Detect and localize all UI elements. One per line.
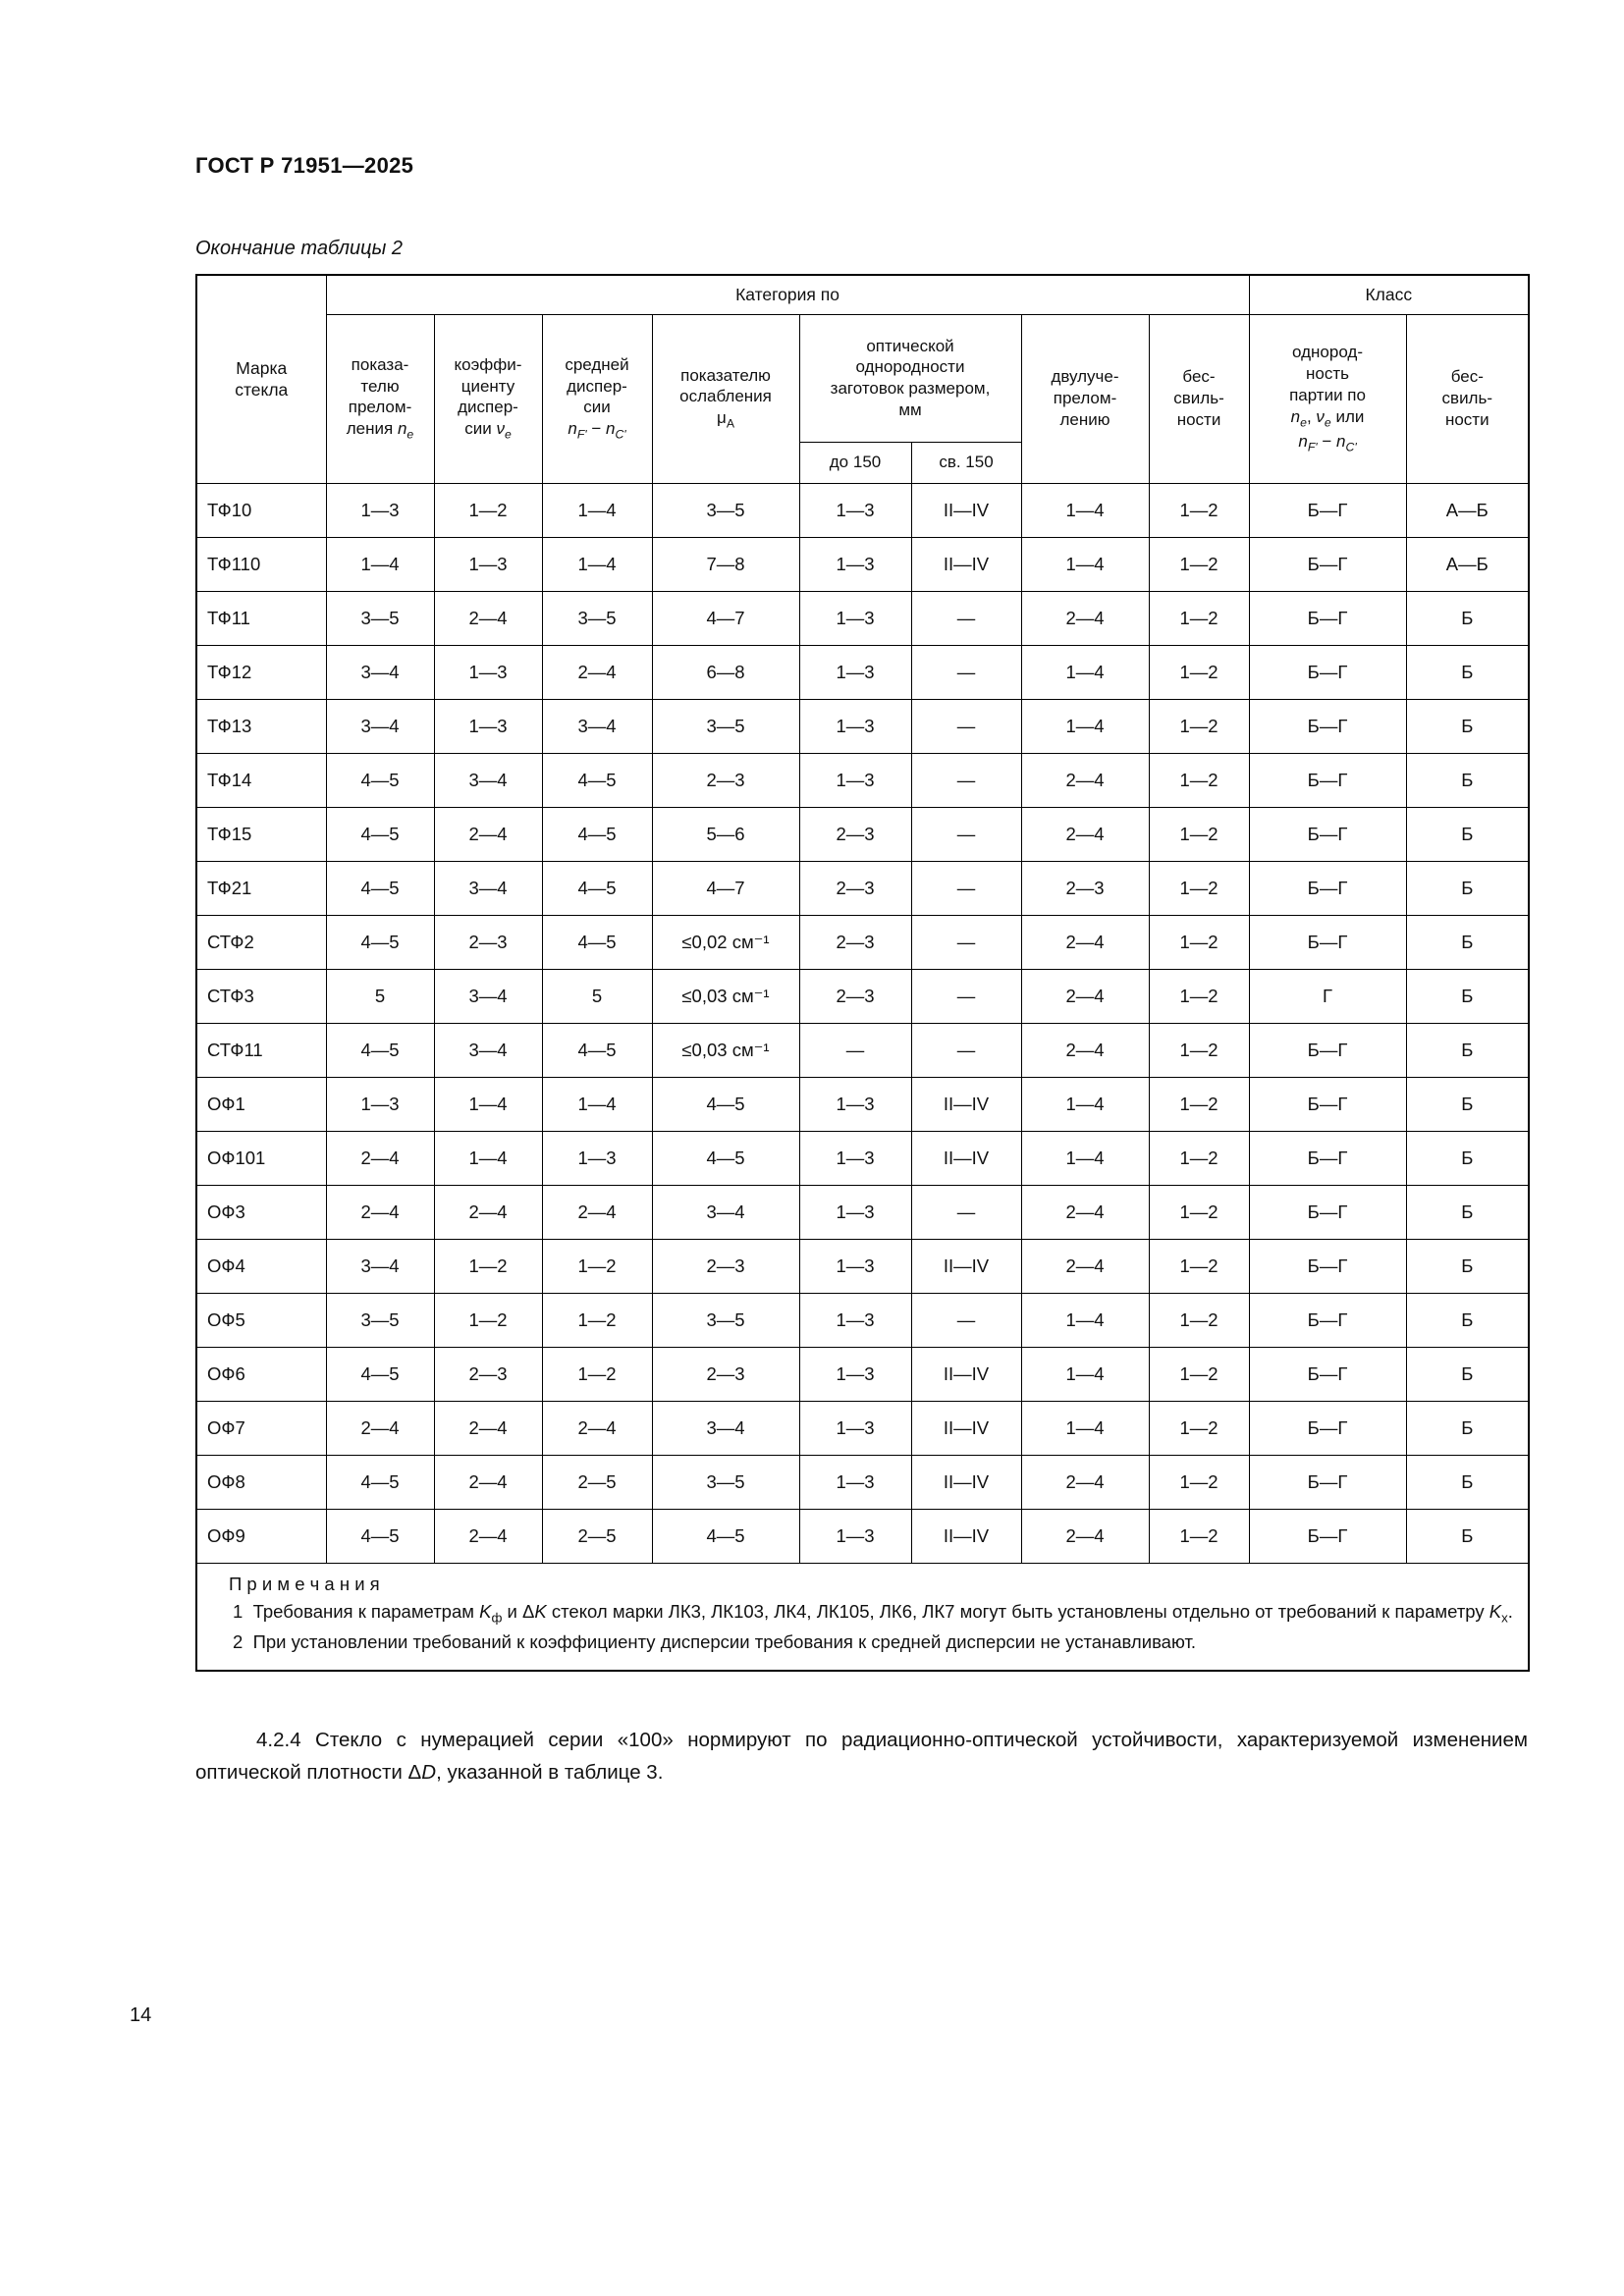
value-cell: 3—5 [652, 1293, 799, 1347]
value-cell: — [911, 1293, 1021, 1347]
glass-grade-cell: ОФ6 [196, 1347, 326, 1401]
value-cell: — [911, 1023, 1021, 1077]
value-cell: 3—4 [434, 861, 542, 915]
value-cell: — [911, 1185, 1021, 1239]
value-cell: 1—3 [799, 699, 911, 753]
value-cell: Б—Г [1249, 753, 1406, 807]
table-row [196, 537, 1529, 591]
table-caption: Окончание таблицы 2 [195, 238, 404, 259]
glass-grade-cell: ТФ11 [196, 591, 326, 645]
value-cell: — [911, 969, 1021, 1023]
table-row [196, 1347, 1529, 1401]
table-row [196, 861, 1529, 915]
value-cell: 2—4 [1021, 1455, 1149, 1509]
glass-grade-cell: ОФ8 [196, 1455, 326, 1509]
value-cell: 1—4 [1021, 1347, 1149, 1401]
value-cell: 1—2 [1149, 1077, 1249, 1131]
value-cell: Б—Г [1249, 1023, 1406, 1077]
value-cell: 2—3 [652, 753, 799, 807]
value-cell: 1—3 [799, 1131, 911, 1185]
table-row [196, 915, 1529, 969]
value-cell: 1—3 [326, 1077, 434, 1131]
value-cell: 1—2 [434, 1239, 542, 1293]
table-row [196, 1293, 1529, 1347]
col-header-optical-homogeneity: оптической однородности заготовок размером, мм [799, 314, 1021, 442]
value-cell: II—IV [911, 537, 1021, 591]
col-header-attenuation: показателю ослабления $\mu_А$ [652, 314, 799, 483]
glass-grade-cell: ТФ15 [196, 807, 326, 861]
value-cell: — [911, 699, 1021, 753]
header-row-main [196, 314, 1529, 442]
value-cell: Б—Г [1249, 1239, 1406, 1293]
glass-grade-cell: СТФ2 [196, 915, 326, 969]
value-cell: 1—4 [1021, 1131, 1149, 1185]
value-cell: 2—4 [434, 1455, 542, 1509]
table-row [196, 591, 1529, 645]
value-cell: 1—4 [542, 537, 652, 591]
value-cell: 2—4 [1021, 1509, 1149, 1563]
value-cell: 1—3 [542, 1131, 652, 1185]
value-cell: Б [1406, 1131, 1529, 1185]
notes-title: П р и м е ч а н и я [229, 1573, 380, 1594]
table-row [196, 645, 1529, 699]
value-cell: 5 [326, 969, 434, 1023]
glass-grade-cell: ОФ4 [196, 1239, 326, 1293]
value-cell: 3—4 [652, 1401, 799, 1455]
value-cell: 1—4 [1021, 483, 1149, 537]
value-cell: 1—4 [434, 1131, 542, 1185]
value-cell: Б [1406, 699, 1529, 753]
value-cell: Б [1406, 1023, 1529, 1077]
value-cell: 3—4 [326, 699, 434, 753]
value-cell: 4—7 [652, 591, 799, 645]
value-cell: 1—4 [1021, 1293, 1149, 1347]
value-cell: 4—5 [542, 861, 652, 915]
glass-grade-cell: ТФ110 [196, 537, 326, 591]
value-cell: Б—Г [1249, 1131, 1406, 1185]
value-cell: Б—Г [1249, 1509, 1406, 1563]
table-row [196, 969, 1529, 1023]
document-page [195, 153, 1528, 1789]
col-group-category: Категория по [326, 275, 1249, 314]
value-cell: 1—3 [434, 645, 542, 699]
value-cell: II—IV [911, 1077, 1021, 1131]
table-row [196, 1023, 1529, 1077]
value-cell: 1—4 [542, 1077, 652, 1131]
header-row-groups [196, 275, 1529, 314]
value-cell: 1—2 [1149, 969, 1249, 1023]
value-cell: 4—5 [652, 1077, 799, 1131]
value-cell: 2—4 [326, 1401, 434, 1455]
value-cell: 3—5 [652, 699, 799, 753]
table-row [196, 753, 1529, 807]
value-cell: 3—4 [652, 1185, 799, 1239]
glass-grade-cell: ОФ9 [196, 1509, 326, 1563]
value-cell: II—IV [911, 1239, 1021, 1293]
value-cell: 1—2 [1149, 699, 1249, 753]
value-cell: 4—5 [326, 915, 434, 969]
value-cell: 1—2 [1149, 861, 1249, 915]
value-cell: 4—7 [652, 861, 799, 915]
col-header-striae: бес- свиль- ности [1149, 314, 1249, 483]
glass-grade-cell: ТФ10 [196, 483, 326, 537]
value-cell: 1—4 [326, 537, 434, 591]
value-cell: 1—2 [434, 1293, 542, 1347]
value-cell: Б—Г [1249, 807, 1406, 861]
value-cell: 2—3 [434, 915, 542, 969]
value-cell: Г [1249, 969, 1406, 1023]
value-cell: II—IV [911, 1401, 1021, 1455]
col-header-class-homogeneity: однород- ность партии по $n_e$, $\nu_e$ или $n_{F'} - n_{C'}$ [1249, 314, 1406, 483]
value-cell: Б [1406, 1347, 1529, 1401]
value-cell: 4—5 [326, 753, 434, 807]
value-cell: 1—3 [434, 699, 542, 753]
value-cell: 2—4 [1021, 1185, 1149, 1239]
value-cell: 2—3 [1021, 861, 1149, 915]
value-cell: 3—4 [434, 969, 542, 1023]
value-cell: Б [1406, 1509, 1529, 1563]
value-cell: 2—4 [434, 1401, 542, 1455]
value-cell: 1—2 [1149, 807, 1249, 861]
value-cell: 3—5 [326, 1293, 434, 1347]
value-cell: — [911, 861, 1021, 915]
value-cell: 2—4 [326, 1131, 434, 1185]
value-cell: 1—2 [1149, 1185, 1249, 1239]
value-cell: 2—4 [1021, 915, 1149, 969]
col-header-class-striae: бес- свиль- ности [1406, 314, 1529, 483]
value-cell: 2—3 [434, 1347, 542, 1401]
col-header-refraction: показа- телю прелом- ления $n_e$ [326, 314, 434, 483]
value-cell: Б—Г [1249, 1401, 1406, 1455]
value-cell: 2—4 [1021, 591, 1149, 645]
col-header-birefringence: двулуче- прелом- лению [1021, 314, 1149, 483]
value-cell: 4—5 [542, 753, 652, 807]
glass-grade-cell: ОФ3 [196, 1185, 326, 1239]
value-cell: 4—5 [326, 1347, 434, 1401]
value-cell: Б [1406, 969, 1529, 1023]
value-cell: 4—5 [326, 1455, 434, 1509]
value-cell: 5 [542, 969, 652, 1023]
value-cell: 1—2 [1149, 1347, 1249, 1401]
value-cell: 5—6 [652, 807, 799, 861]
col-header-size-do-150: до 150 [799, 442, 911, 483]
glass-grade-cell: ОФ5 [196, 1293, 326, 1347]
value-cell: Б [1406, 861, 1529, 915]
value-cell: 2—5 [542, 1509, 652, 1563]
value-cell: 7—8 [652, 537, 799, 591]
value-cell: II—IV [911, 1131, 1021, 1185]
value-cell: 1—3 [799, 753, 911, 807]
value-cell: 1—3 [799, 1509, 911, 1563]
value-cell: 2—3 [799, 861, 911, 915]
value-cell: 2—4 [1021, 1023, 1149, 1077]
value-cell: 1—3 [799, 591, 911, 645]
value-cell: ≤0,03 см⁻¹ [652, 1023, 799, 1077]
value-cell: Б—Г [1249, 537, 1406, 591]
value-cell: 2—3 [652, 1239, 799, 1293]
value-cell: Б [1406, 1455, 1529, 1509]
value-cell: 2—4 [1021, 969, 1149, 1023]
col-header-glass-grade: Марка стекла [196, 275, 326, 483]
value-cell: 1—2 [1149, 1239, 1249, 1293]
value-cell: 4—5 [542, 1023, 652, 1077]
value-cell: Б—Г [1249, 861, 1406, 915]
notes-row [196, 1563, 1529, 1671]
value-cell: 2—4 [542, 645, 652, 699]
page-number: 14 [130, 2004, 152, 2026]
value-cell: Б [1406, 645, 1529, 699]
value-cell: Б [1406, 1185, 1529, 1239]
glass-grade-cell: ТФ13 [196, 699, 326, 753]
glass-grade-cell: ТФ21 [196, 861, 326, 915]
value-cell: 2—4 [1021, 753, 1149, 807]
value-cell: 1—3 [799, 1239, 911, 1293]
value-cell: ≤0,03 см⁻¹ [652, 969, 799, 1023]
glass-grade-cell: ТФ14 [196, 753, 326, 807]
table-row [196, 1131, 1529, 1185]
value-cell: 2—3 [652, 1347, 799, 1401]
note-2: 2 При установлении требований к коэффициенту дисперсии требования к средней дисперсии не устанавливают. [233, 1631, 1197, 1653]
value-cell: 4—5 [652, 1131, 799, 1185]
value-cell: II—IV [911, 483, 1021, 537]
value-cell: А—Б [1406, 537, 1529, 591]
value-cell: 2—4 [542, 1401, 652, 1455]
value-cell: 1—3 [799, 1401, 911, 1455]
value-cell: 1—3 [799, 1293, 911, 1347]
value-cell: Б [1406, 591, 1529, 645]
value-cell: 3—4 [434, 1023, 542, 1077]
value-cell: 3—5 [542, 591, 652, 645]
table-row [196, 807, 1529, 861]
value-cell: 1—2 [1149, 591, 1249, 645]
value-cell: Б—Г [1249, 591, 1406, 645]
col-group-class: Класс [1249, 275, 1529, 314]
glass-grade-cell: СТФ11 [196, 1023, 326, 1077]
value-cell: 1—2 [1149, 483, 1249, 537]
table-row [196, 1509, 1529, 1563]
value-cell: — [911, 645, 1021, 699]
value-cell: Б—Г [1249, 645, 1406, 699]
glass-grade-cell: ОФ101 [196, 1131, 326, 1185]
value-cell: 4—5 [326, 861, 434, 915]
value-cell: Б [1406, 1293, 1529, 1347]
value-cell: — [799, 1023, 911, 1077]
col-header-dispersion-coef: коэффи- циенту диспер- сии $\nu_e$ [434, 314, 542, 483]
value-cell: 1—3 [799, 537, 911, 591]
value-cell: 4—5 [542, 915, 652, 969]
value-cell: 1—2 [542, 1347, 652, 1401]
glass-grade-cell: СТФ3 [196, 969, 326, 1023]
value-cell: 4—5 [326, 1023, 434, 1077]
table-row [196, 1401, 1529, 1455]
value-cell: 1—2 [1149, 753, 1249, 807]
value-cell: 2—4 [1021, 1239, 1149, 1293]
value-cell: 1—2 [542, 1239, 652, 1293]
value-cell: — [911, 753, 1021, 807]
glass-grade-cell: ТФ12 [196, 645, 326, 699]
glass-categories-table [195, 274, 1530, 1672]
value-cell: 3—5 [652, 483, 799, 537]
value-cell: 2—4 [434, 591, 542, 645]
value-cell: 2—4 [434, 1185, 542, 1239]
value-cell: Б [1406, 915, 1529, 969]
table-row [196, 1455, 1529, 1509]
value-cell: 1—3 [799, 1455, 911, 1509]
value-cell: 1—2 [1149, 915, 1249, 969]
value-cell: 1—2 [1149, 1509, 1249, 1563]
value-cell: ≤0,02 см⁻¹ [652, 915, 799, 969]
value-cell: 1—3 [326, 483, 434, 537]
value-cell: 4—5 [326, 807, 434, 861]
value-cell: 2—4 [434, 1509, 542, 1563]
value-cell: 1—3 [434, 537, 542, 591]
value-cell: 3—5 [326, 591, 434, 645]
value-cell: 3—4 [434, 753, 542, 807]
value-cell: 2—5 [542, 1455, 652, 1509]
table-row [196, 1239, 1529, 1293]
value-cell: II—IV [911, 1455, 1021, 1509]
col-header-size-sv-150: св. 150 [911, 442, 1021, 483]
value-cell: 1—2 [1149, 1455, 1249, 1509]
value-cell: 1—3 [799, 483, 911, 537]
value-cell: 2—3 [799, 969, 911, 1023]
value-cell: 1—2 [542, 1293, 652, 1347]
value-cell: 3—5 [652, 1455, 799, 1509]
value-cell: 1—3 [799, 1347, 911, 1401]
note-1: 1 Требования к параметрам $K_ф$ и ΔK стекол марки ЛК3, ЛК103, ЛК4, ЛК105, ЛК6, ЛК7 могут быть установлены отдельно от требований к параметру $K_х$. [233, 1601, 1513, 1626]
value-cell: 2—4 [326, 1185, 434, 1239]
value-cell: II—IV [911, 1509, 1021, 1563]
value-cell: 4—5 [326, 1509, 434, 1563]
value-cell: — [911, 591, 1021, 645]
value-cell: 6—8 [652, 645, 799, 699]
value-cell: 2—3 [799, 915, 911, 969]
value-cell: 1—4 [1021, 537, 1149, 591]
value-cell: 1—2 [1149, 1131, 1249, 1185]
value-cell: Б [1406, 1239, 1529, 1293]
value-cell: 1—2 [434, 483, 542, 537]
value-cell: 2—4 [434, 807, 542, 861]
table-row [196, 483, 1529, 537]
value-cell: 1—3 [799, 1185, 911, 1239]
value-cell: 1—2 [1149, 537, 1249, 591]
value-cell: 2—4 [542, 1185, 652, 1239]
col-header-mean-dispersion: средней диспер- сии $n_{F'} - n_{C'}$ [542, 314, 652, 483]
value-cell: 1—3 [799, 645, 911, 699]
table-row [196, 699, 1529, 753]
value-cell: 3—4 [326, 1239, 434, 1293]
value-cell: Б—Г [1249, 915, 1406, 969]
value-cell: Б—Г [1249, 1185, 1406, 1239]
table-row [196, 1077, 1529, 1131]
value-cell: II—IV [911, 1347, 1021, 1401]
value-cell: 1—4 [434, 1077, 542, 1131]
value-cell: 2—3 [799, 807, 911, 861]
table-row [196, 1185, 1529, 1239]
value-cell: А—Б [1406, 483, 1529, 537]
value-cell: 3—4 [542, 699, 652, 753]
value-cell: 1—3 [799, 1077, 911, 1131]
value-cell: Б—Г [1249, 699, 1406, 753]
value-cell: 1—4 [1021, 1077, 1149, 1131]
value-cell: 4—5 [652, 1509, 799, 1563]
value-cell: Б—Г [1249, 483, 1406, 537]
glass-grade-cell: ОФ7 [196, 1401, 326, 1455]
value-cell: — [911, 915, 1021, 969]
value-cell: 1—2 [1149, 1293, 1249, 1347]
value-cell: Б—Г [1249, 1077, 1406, 1131]
value-cell: 1—2 [1149, 645, 1249, 699]
doc-header: ГОСТ Р 71951—2025 [195, 153, 414, 178]
value-cell: Б [1406, 807, 1529, 861]
value-cell: 1—4 [542, 483, 652, 537]
value-cell: Б [1406, 1077, 1529, 1131]
value-cell: 1—4 [1021, 1401, 1149, 1455]
value-cell: 2—4 [1021, 807, 1149, 861]
value-cell: 1—2 [1149, 1023, 1249, 1077]
paragraph-4-2-4: 4.2.4 Стекло с нумерацией серии «100» нормируют по радиационно-оптической устойчивости, характеризуемой изменением оптической плотности ΔD, указанной в таблице 3. [195, 1729, 1528, 1784]
notes-cell [196, 1563, 1529, 1671]
value-cell: 3—4 [326, 645, 434, 699]
value-cell: 1—2 [1149, 1401, 1249, 1455]
value-cell: 4—5 [542, 807, 652, 861]
value-cell: Б—Г [1249, 1455, 1406, 1509]
value-cell: Б—Г [1249, 1347, 1406, 1401]
value-cell: Б—Г [1249, 1293, 1406, 1347]
value-cell: Б [1406, 1401, 1529, 1455]
value-cell: Б [1406, 753, 1529, 807]
value-cell: 1—4 [1021, 699, 1149, 753]
value-cell: 1—4 [1021, 645, 1149, 699]
value-cell: — [911, 807, 1021, 861]
glass-grade-cell: ОФ1 [196, 1077, 326, 1131]
